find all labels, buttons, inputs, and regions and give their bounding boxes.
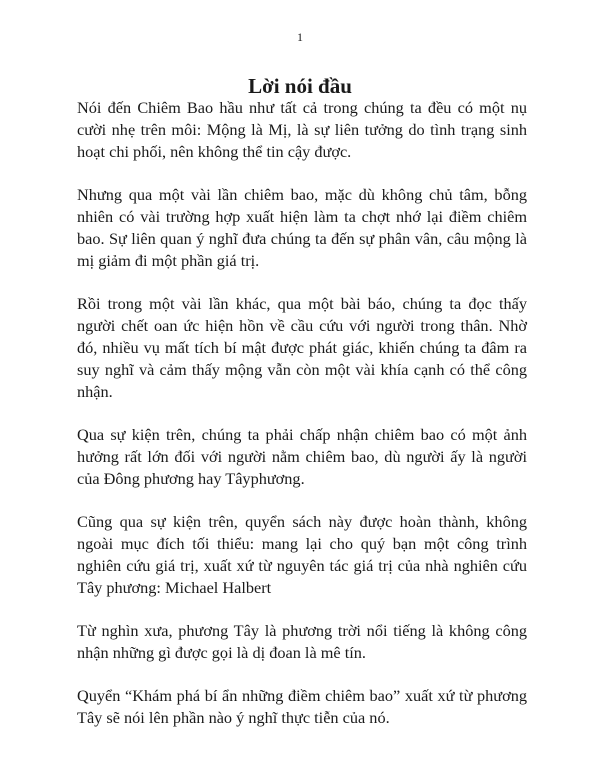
document-body (77, 97, 527, 729)
paragraph: Nói đến Chiêm Bao hầu như tất cả trong chúng ta đều có một nụ cười nhẹ trên môi: Mộng là Mị, là sự liên tưởng do tình trạng sinh hoạt chi phối, nên không thể tin cậy được. (77, 98, 527, 161)
paragraph: Rồi trong một vài lần khác, qua một bài báo, chúng ta đọc thấy người chết oan ức hiện hồn về cầu cứu với người trong thân. Nhờ đó, nhiều vụ mất tích bí mật được phát giác, khiến chúng ta đâm ra suy nghĩ và cảm thấy mộng vẫn còn một vài khía cạnh có thể công nhận. (77, 294, 527, 401)
paragraph: Quyển “Khám phá bí ẩn những điềm chiêm bao” xuất xứ từ phương Tây sẽ nói lên phần nào ý nghĩ thực tiễn của nó. (77, 686, 527, 727)
paragraph: Từ nghìn xưa, phương Tây là phương trời nổi tiếng là không công nhận những gì được gọi là dị đoan là mê tín. (77, 621, 527, 662)
page-title: Lời nói đầu (248, 74, 352, 98)
paragraph: Nhưng qua một vài lần chiêm bao, mặc dù không chủ tâm, bỗng nhiên có vài trường hợp xuất hiện làm ta chợt nhớ lại điềm chiêm bao. Sự liên quan ý nghĩ đưa chúng ta đến sự phân vân, câu mộng là mị giảm đi một phần giá trị. (77, 185, 527, 270)
paragraph: Cũng qua sự kiện trên, quyển sách này được hoàn thành, không ngoài mục đích tối thiểu: mang lại cho quý bạn một công trình nghiên cứu giá trị, xuất xứ từ nguyên tác giá trị của nhà nghiên cứu Tây phương: Michael Halbert (77, 512, 527, 597)
page-number: 1 (297, 30, 303, 44)
paragraph: Qua sự kiện trên, chúng ta phải chấp nhận chiêm bao có một ảnh hưởng rất lớn đối với người nằm chiêm bao, dù người ấy là người của Đông phương hay Tâyphương. (77, 425, 527, 488)
